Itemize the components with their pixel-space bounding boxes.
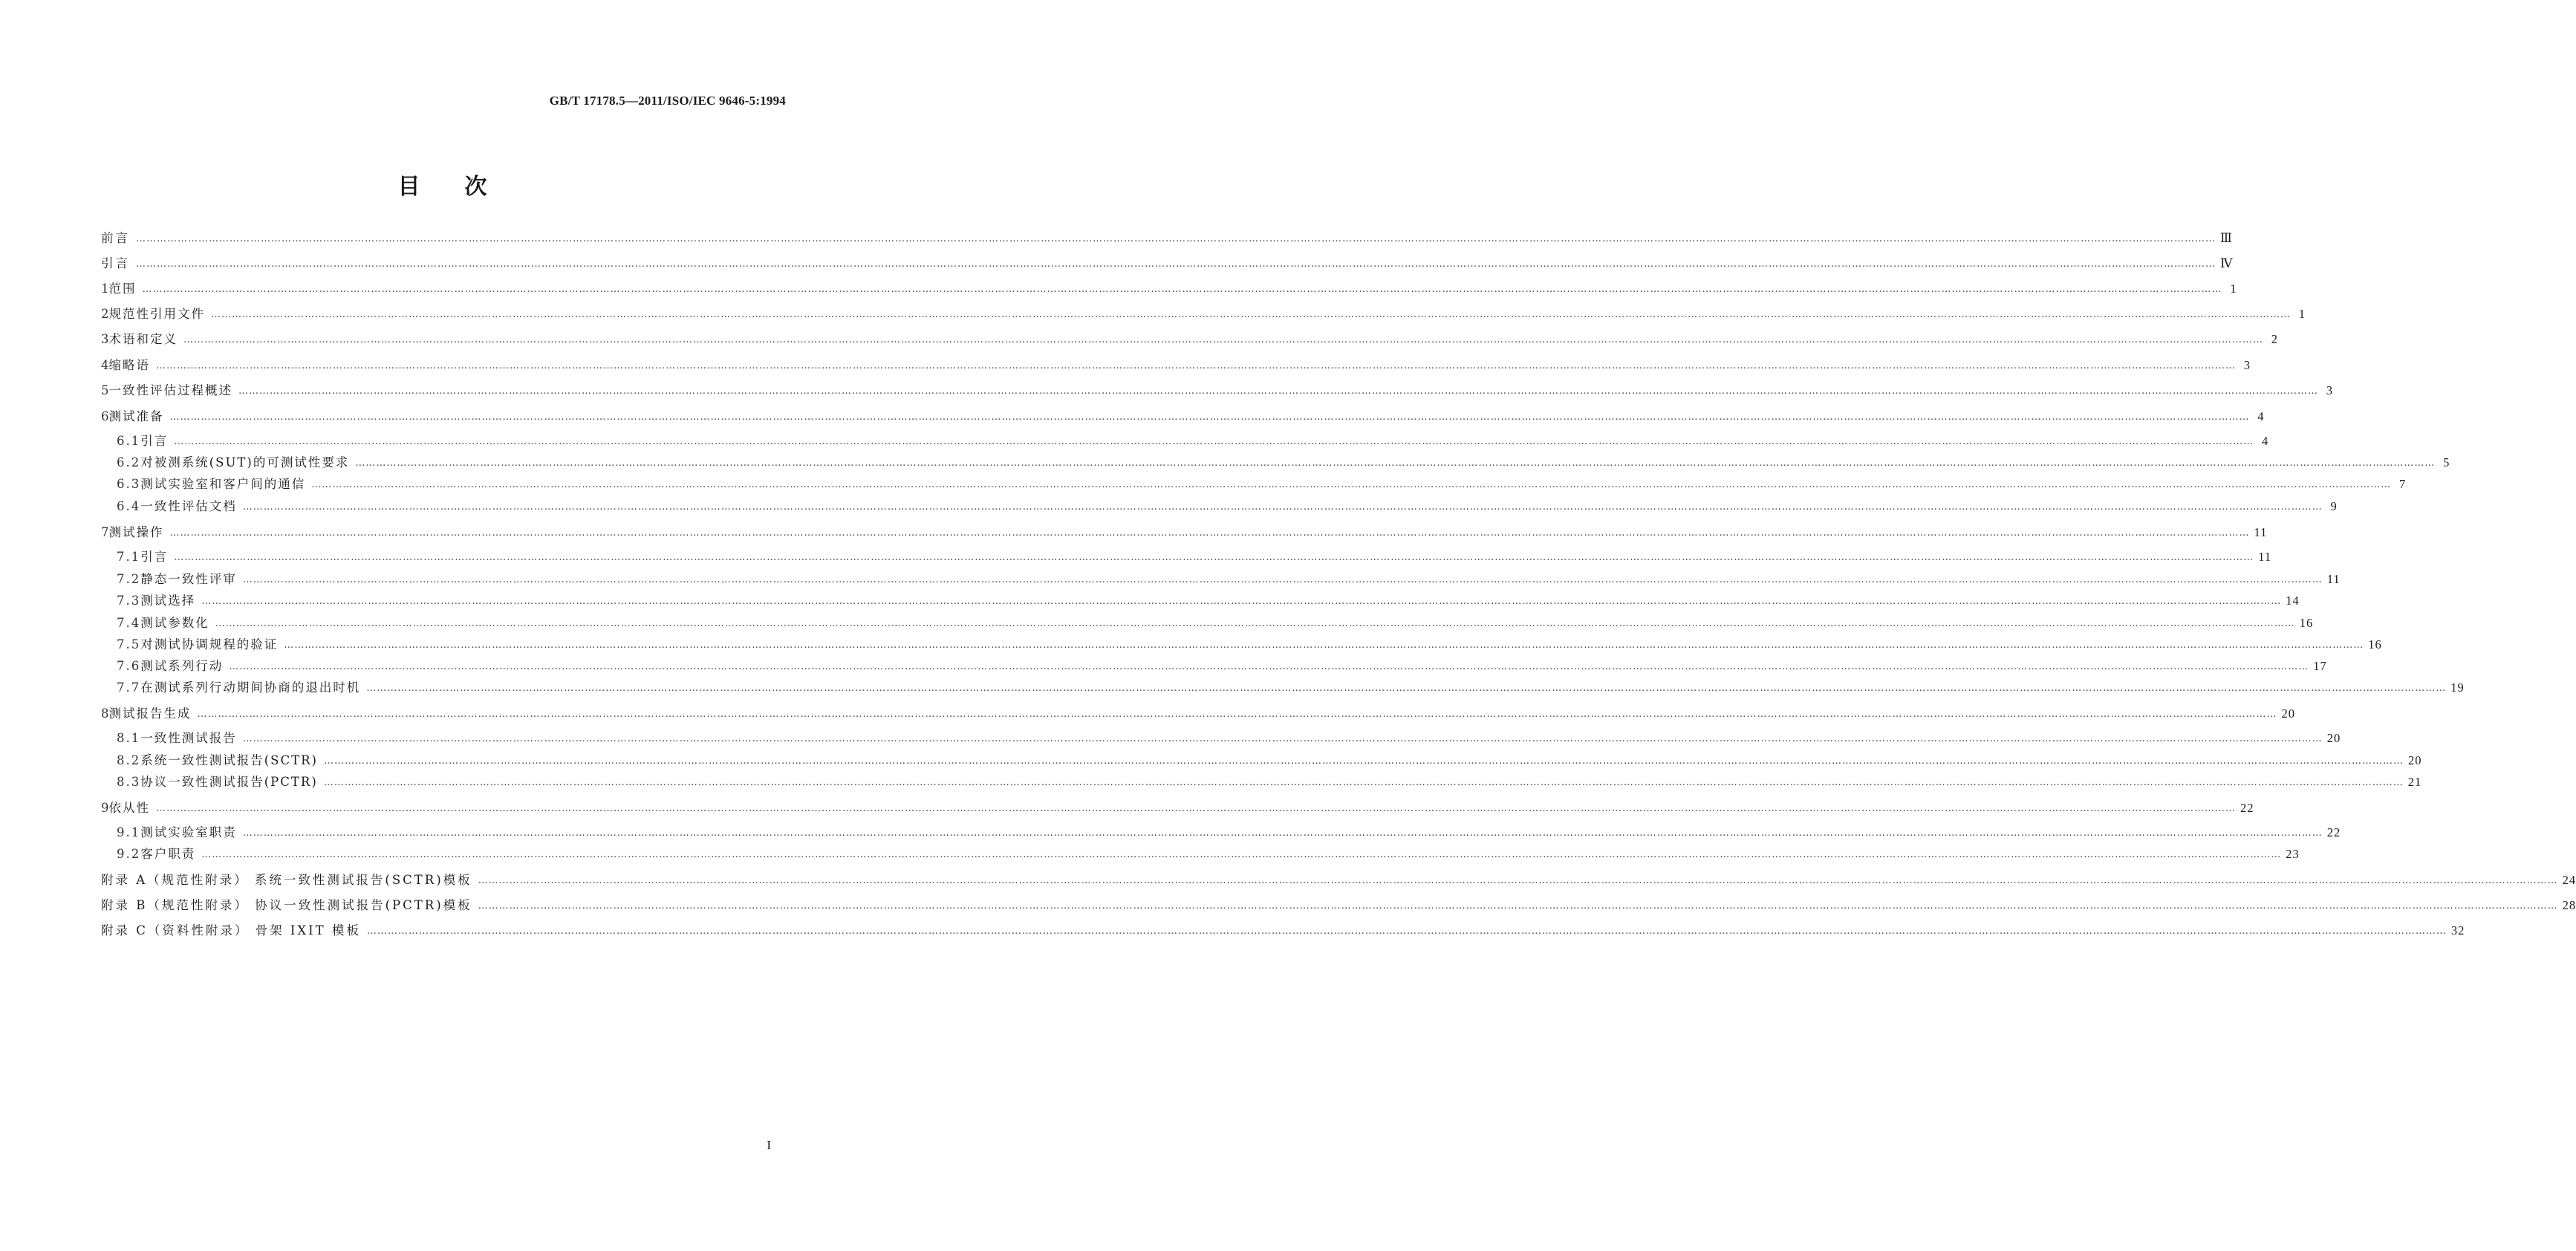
toc-dot-leader: …………………………………………………………………………………………………………………………………………………………………………………………………………………………………………………………………………………………………………………………………………………………………………………………………………………………………………………………………………………………………………………………………………………… [323,756,2404,767]
toc-entry-page: 20 [2326,731,2341,745]
toc-entry-page: 20 [2407,753,2422,767]
toc-entry-label: 对测试协调规程的验证 [140,637,279,652]
toc-entry-label: 测试准备 [108,409,164,423]
toc-dot-leader: …………………………………………………………………………………………………………………………………………………………………………………………………………………………………………………………………………………………………………………………………………………………………………………………………………………………………………………………………………………………………………………………………………………… [242,733,2323,744]
toc-entry[interactable] [101,797,2254,816]
toc-entry[interactable] [101,227,2233,247]
toc-entry-page: 23 [2286,847,2300,861]
toc-dot-leader: …………………………………………………………………………………………………………………………………………………………………………………………………………………………………………………………………………………………………………………………………………………………………………………………………………………………………………………………………………………………………………………………………………………… [323,777,2404,788]
toc-dot-leader: …………………………………………………………………………………………………………………………………………………………………………………………………………………………………………………………………………………………………………………………………………………………………………………………………………………………………………………………………………………………………………………………………………………… [311,479,2392,490]
toc-entry-number: 7.6 [117,659,141,673]
toc-dot-leader: …………………………………………………………………………………………………………………………………………………………………………………………………………………………………………………………………………………………………………………………………………………………………………………………………………………………………………………………………………………………………………………………………………………… [142,284,2222,295]
toc-entry-number: 1 [101,282,109,296]
toc-entry-label: 在测试系列行动期间协商的退出时机 [140,680,361,695]
toc-dot-leader: …………………………………………………………………………………………………………………………………………………………………………………………………………………………………………………………………………………………………………………………………………………………………………………………………………………………………………………………………………………………………………………………………………………… [211,309,2291,320]
toc-entry-label: 引言 [140,550,169,564]
toc-entry-page: 9 [2330,499,2338,513]
toc-dot-leader: …………………………………………………………………………………………………………………………………………………………………………………………………………………………………………………………………………………………………………………………………………………………………………………………………………………………………………………………………………………………………………………………………………………… [174,436,2254,447]
toc-entry-label: 附录 C（资料性附录） 骨架 IXIT 模板 [101,923,361,938]
toc-entry-number: 7.2 [117,572,141,586]
toc-entry[interactable] [117,822,2341,841]
toc-dot-leader: …………………………………………………………………………………………………………………………………………………………………………………………………………………………………………………………………………………………………………………………………………………………………………………………………………………………………………………………………………………………………………………………………………………… [355,458,2436,469]
toc-entry-number: 6 [101,409,109,423]
toc-entry[interactable] [117,677,2465,696]
toc-entry-label: 缩略语 [108,358,150,372]
toc-entry[interactable] [117,612,2314,631]
toc-dot-leader: …………………………………………………………………………………………………………………………………………………………………………………………………………………………………………………………………………………………………………………………………………………………………………………………………………………………………………………………………………………………………………………………………………………… [156,360,2236,371]
toc-entry-page: 3 [2326,383,2333,397]
toc-dot-leader: …………………………………………………………………………………………………………………………………………………………………………………………………………………………………………………………………………………………………………………………………………………………………………………………………………………………………………………………………………………………………………………………………………………… [183,334,2263,345]
toc-entry-page: 22 [2326,825,2341,839]
toc-entry[interactable] [101,278,2237,297]
toc-entry[interactable] [117,771,2422,790]
toc-entry[interactable] [117,546,2272,565]
toc-entry-page: 4 [2262,434,2269,448]
toc-entry[interactable] [117,727,2341,747]
toc-entry-number: 7.5 [117,637,141,652]
toc-entry-label: 协议一致性测试报告(PCTR) [140,775,318,789]
toc-dot-leader: …………………………………………………………………………………………………………………………………………………………………………………………………………………………………………………………………………………………………………………………………………………………………………………………………………………………………………………………………………………………………………………………………………………… [366,683,2447,694]
toc-entry[interactable] [101,521,2268,541]
toc-entry-label: 术语和定义 [108,332,178,346]
toc-entry-label: 测试参数化 [140,616,209,630]
toc-entry[interactable] [117,590,2300,609]
toc-entry-number: 6.1 [117,434,141,448]
toc-entry-page: 17 [2313,659,2327,673]
toc-entry-label: 前言 [101,231,130,245]
toc-entry-number: 7.4 [117,616,141,630]
toc-entry-number: 2 [101,307,109,321]
toc-entry[interactable] [101,303,2306,322]
standard-number: GB/T 17178.5—2011/ISO/IEC 9646-5:1994 [549,94,786,108]
toc-entry-page: 11 [2258,550,2272,564]
toc-entry-page: 14 [2286,594,2300,608]
toc-entry-page: 22 [2240,801,2254,815]
toc-entry-page: 16 [2368,637,2382,652]
toc-entry-number: 6.2 [117,455,141,469]
toc-entry-label: 附录 A（规范性附录） 系统一致性测试报告(SCTR)模板 [101,873,472,887]
toc-entry-number: 7.1 [117,550,141,564]
toc-entry-number: 5 [101,383,109,397]
toc-entry[interactable] [101,869,2576,888]
toc-entry-page: 28 [2562,898,2576,912]
toc-entry-page: 4 [2257,409,2265,423]
toc-entry[interactable] [117,843,2300,862]
toc-entry[interactable] [117,568,2341,588]
toc-dot-leader: …………………………………………………………………………………………………………………………………………………………………………………………………………………………………………………………………………………………………………………………………………………………………………………………………………………………………………………………………………………………………………………………………………………… [242,828,2323,839]
toc-entry-page: 11 [2326,572,2341,586]
toc-entry[interactable] [101,328,2278,348]
toc-entry[interactable] [101,920,2465,939]
toc-dot-leader: …………………………………………………………………………………………………………………………………………………………………………………………………………………………………………………………………………………………………………………………………………………………………………………………………………………………………………………………………………………………………………………………………………………… [242,574,2323,585]
toc-entry-page: 7 [2399,477,2407,491]
toc-entry-page: 11 [2254,525,2268,539]
toc-entry-label: 测试实验室和客户间的通信 [140,477,306,491]
toc-entry-page: 32 [2450,923,2465,938]
toc-entry-label: 测试实验室职责 [140,825,237,839]
toc-entry-page: Ⅳ [2220,256,2234,270]
toc-entry[interactable] [117,452,2450,471]
toc-entry[interactable] [117,473,2407,493]
toc-entry[interactable] [117,430,2269,449]
toc-entry-number: 9 [101,801,109,815]
toc-entry-page: 3 [2243,358,2251,372]
toc-entry-label: 静态一致性评审 [140,572,237,586]
toc-entry-number: 7 [101,525,109,539]
toc-entry-page: 24 [2562,873,2576,887]
toc-entry-page: 20 [2281,706,2295,721]
toc-entry-number: 6.3 [117,477,141,491]
toc-entry-number: 8.1 [117,731,141,745]
toc-entry-label: 一致性评估过程概述 [108,383,232,397]
toc-entry-number: 8.3 [117,775,141,789]
toc-entry-page: 1 [2298,307,2306,321]
toc-dot-leader: …………………………………………………………………………………………………………………………………………………………………………………………………………………………………………………………………………………………………………………………………………………………………………………………………………………………………………………………………………………………………………………………………………………… [242,501,2323,513]
toc-dot-leader: …………………………………………………………………………………………………………………………………………………………………………………………………………………………………………………………………………………………………………………………………………………………………………………………………………………………………………………………………………………………………………………………………………………… [201,596,2282,607]
toc-entry-page: 2 [2271,332,2278,346]
toc-entry-label: 测试报告生成 [108,706,192,721]
toc-entry[interactable] [101,406,2265,425]
toc-title: 目次 [397,174,532,200]
toc-entry-label: 测试系列行动 [140,659,224,673]
toc-dot-leader: …………………………………………………………………………………………………………………………………………………………………………………………………………………………………………………………………………………………………………………………………………………………………………………………………………………………………………………………………………………………………………………………………………………… [229,661,2309,672]
toc-entry-label: 附录 B（规范性附录） 协议一致性测试报告(PCTR)模板 [101,898,472,912]
toc-entry-page: 21 [2407,775,2422,789]
toc-entry[interactable] [101,894,2576,914]
toc-entry-label: 引言 [140,434,169,448]
toc-entry-number: 8 [101,706,109,721]
toc-dot-leader: …………………………………………………………………………………………………………………………………………………………………………………………………………………………………………………………………………………………………………………………………………………………………………………………………………………………………………………………………………………………………………………………………………………… [238,386,2318,397]
toc-entry-label: 测试选择 [140,594,196,608]
toc-entry-label: 规范性引用文件 [108,307,205,321]
toc-entry[interactable] [117,750,2422,769]
toc-entry-number: 8.2 [117,753,141,767]
toc-entry-label: 测试操作 [108,525,164,539]
toc-dot-leader: …………………………………………………………………………………………………………………………………………………………………………………………………………………………………………………………………………………………………………………………………………………………………………………………………………………………………………………………………………………………………………………………………………………… [215,618,2295,629]
toc-entry-number: 7.3 [117,594,141,608]
toc-entry-number: 6.4 [117,499,141,513]
page-number: I [767,1138,771,1152]
toc-dot-leader: …………………………………………………………………………………………………………………………………………………………………………………………………………………………………………………………………………………………………………………………………………………………………………………………………………………………………………………………………………………………………………………………………………………… [478,875,2558,886]
toc-entry[interactable] [101,380,2333,399]
toc-entry-label: 对被测系统(SUT)的可测试性要求 [140,455,350,469]
toc-entry-page: 16 [2299,616,2314,630]
toc-dot-leader: …………………………………………………………………………………………………………………………………………………………………………………………………………………………………………………………………………………………………………………………………………………………………………………………………………………………………………………………………………………………………………………………………………………… [136,259,2216,270]
toc-dot-leader: …………………………………………………………………………………………………………………………………………………………………………………………………………………………………………………………………………………………………………………………………………………………………………………………………………………………………………………………………………………………………………………………………………………… [169,412,2250,423]
toc-dot-leader: …………………………………………………………………………………………………………………………………………………………………………………………………………………………………………………………………………………………………………………………………………………………………………………………………………………………………………………………………………………………………………………………………………………… [201,849,2282,860]
toc-dot-leader: …………………………………………………………………………………………………………………………………………………………………………………………………………………………………………………………………………………………………………………………………………………………………………………………………………………………………………………………………………………………………………………………………………………… [136,233,2216,244]
toc-entry-number: 4 [101,358,109,372]
toc-dot-leader: …………………………………………………………………………………………………………………………………………………………………………………………………………………………………………………………………………………………………………………………………………………………………………………………………………………………………………………………………………………………………………………………………………………… [284,640,2364,651]
toc-entry-number: 9.1 [117,825,141,839]
toc-entry[interactable] [101,354,2251,374]
toc-dot-leader: …………………………………………………………………………………………………………………………………………………………………………………………………………………………………………………………………………………………………………………………………………………………………………………………………………………………………………………………………………………………………………………………………………………… [169,527,2250,539]
toc-entry-label: 引言 [101,256,130,270]
toc-dot-leader: …………………………………………………………………………………………………………………………………………………………………………………………………………………………………………………………………………………………………………………………………………………………………………………………………………………………………………………………………………………………………………………………………………………… [197,709,2277,720]
toc-entry-page: 5 [2443,455,2450,469]
toc-entry-label: 范围 [108,282,137,296]
toc-entry-page: 1 [2230,282,2237,296]
toc-entry-label: 一致性测试报告 [140,731,237,745]
toc-entry[interactable] [117,655,2327,675]
toc-entry-label: 系统一致性测试报告(SCTR) [140,753,318,767]
toc-entry-number: 7.7 [117,680,141,695]
toc-entry-page: Ⅲ [2220,231,2233,245]
toc-entry[interactable] [117,495,2338,515]
toc-entry[interactable] [101,253,2234,272]
toc-dot-leader: …………………………………………………………………………………………………………………………………………………………………………………………………………………………………………………………………………………………………………………………………………………………………………………………………………………………………………………………………………………………………………………………………………………… [174,552,2254,563]
toc-dot-leader: …………………………………………………………………………………………………………………………………………………………………………………………………………………………………………………………………………………………………………………………………………………………………………………………………………………………………………………………………………………………………………………………………………………… [366,926,2447,937]
toc-entry-label: 一致性评估文档 [140,499,237,513]
toc-dot-leader: …………………………………………………………………………………………………………………………………………………………………………………………………………………………………………………………………………………………………………………………………………………………………………………………………………………………………………………………………………………………………………………………………………………… [156,803,2236,814]
toc-entry-label: 客户职责 [140,847,196,861]
toc-entry-number: 9.2 [117,847,141,861]
toc-entry[interactable] [117,634,2382,653]
toc-entry[interactable] [101,703,2295,722]
toc-entry-label: 依从性 [108,801,150,815]
toc-entry-number: 3 [101,332,109,346]
toc-entry-page: 19 [2450,680,2465,695]
toc-dot-leader: …………………………………………………………………………………………………………………………………………………………………………………………………………………………………………………………………………………………………………………………………………………………………………………………………………………………………………………………………………………………………………………………………………………… [478,900,2558,912]
